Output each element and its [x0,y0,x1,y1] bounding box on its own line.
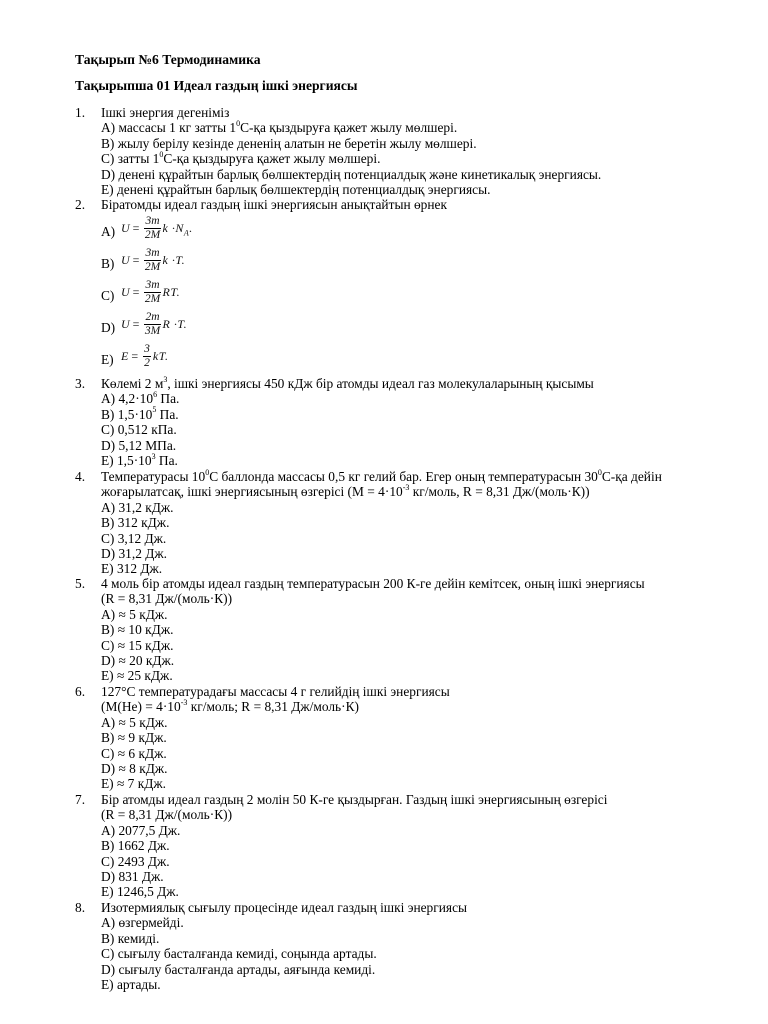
option-e: Е) артады. [101,977,161,993]
option-d: D) 31,2 Дж. [101,546,167,562]
option-e: Е) ≈ 7 кДж. [101,776,166,792]
question-7 [75,792,725,900]
option-e: Е) $1,5\cdot 10^3$ Па. [101,451,178,469]
option-label: D) [101,320,116,335]
option-e: Е) ≈ 25 кДж. [101,668,173,684]
option-b: В) ≈ 9 кДж. [101,730,167,746]
question-number: 6. [75,684,86,699]
question-stem: Ішкі энергия дегеніміз [101,105,230,120]
option-b: В) 1662 Дж. [101,838,170,854]
question-number: 5. [75,576,86,591]
question-number: 4. [75,469,86,484]
question-stem-continued: (R = 8,31 Дж/(моль·К)) [101,807,233,823]
formula: U = $\frac{3m}{2M}$ RT. [121,279,181,305]
question-stem: Изотермиялық сығылу процесінде идеал газдың ішкі энергиясы [101,900,468,915]
option-a: А) өзгермейді. [101,915,184,931]
option-d: D) 831 Дж. [101,869,164,885]
option-label: С) [101,288,115,303]
question-stem: Біратомды идеал газдың ішкі энергиясын анықтайтын өрнек [101,197,447,212]
option-a: А) 31,2 кДж. [101,499,174,515]
question-1 [75,105,725,197]
option-e: Е) 1246,5 Дж. [101,884,179,900]
option-d: D) ≈ 8 кДж. [101,761,168,777]
subtopic-heading: Тақырыпша 01 Идеал газдың ішкі энергиясы [75,78,358,93]
option-a: А) $4,2\cdot 10^6$ Па. [101,389,180,407]
question-number: 2. [75,197,86,212]
question-2 [75,197,725,212]
question-4 [75,469,725,577]
option-c: С) 0,512 кПа. [101,422,177,438]
option-c [101,279,725,311]
question-3 [75,376,725,468]
option-a [101,215,725,247]
option-b: В) кемиді. [101,930,160,946]
question-6 [75,684,725,792]
option-d: D) сығылу басталғанда артады, аяғында кемиді. [101,961,376,977]
question-2-formulas [75,215,725,375]
option-d: D) денені құрайтын барлық бөлшектердің потенциалдық және кинетикалық энергиясы. [101,166,602,182]
question-number: 8. [75,900,86,915]
question-stem-continued: ($М(Не) = 4\cdot 10^{-3}$ кг/моль; R = 8,31 Дж/моль·К) [101,697,359,715]
option-e: Е) денені құрайтын барлық бөлшектердің потенциалдық энергиясы. [101,182,491,198]
formula: U = $\frac{3m}{2M}$ $k \cdot N_A$. [121,215,193,241]
option-e [101,343,725,375]
option-e: Е) 312 Дж. [101,561,163,577]
option-c: С) 2493 Дж. [101,853,170,869]
option-a: А) массасы 1 кг затты $1^0С-қа$ қыздыруға қажет жылу мөлшері. [101,118,458,136]
formula: U = $\frac{3m}{2M}$ k ·T. [121,247,186,273]
option-b: В) жылу берілу кезінде дененің алатын не беретін жылу мөлшері. [101,135,477,151]
question-stem: Бір атомды идеал газдың 2 молін 50 К-ге қыздырған. Газдың ішкі энергиясының өзгерісі [101,792,608,807]
option-label: Е) [101,352,114,367]
option-a: А) 2077,5 Дж. [101,822,181,838]
question-number: 1. [75,105,86,120]
question-stem: Температурасы $10^0С$ баллонда массасы 0,5 кг гелий бар. Егер оның температурасын $30^0С-қа$ дейін [101,467,662,484]
option-c: С) сығылу басталғанда кемиді, соңында артады. [101,946,377,962]
option-b [101,247,725,279]
question-stem: 4 моль бір атомды идеал газдың температурасын 200 К-ге дейін кемітсек, оның ішкі энергиясы [101,576,645,591]
option-c: С) ≈ 6 кДж. [101,745,167,761]
question-5 [75,576,725,684]
option-b: В) $1,5\cdot 10^5$ Па. [101,405,179,422]
question-stem-continued: жоғарылатсақ, ішкі энергиясының өзгерісі ($М = 4\cdot 10^{-3}$ кг/моль, R = 8,31 Дж/(моль·К)) [101,482,590,500]
question-8 [75,900,725,992]
option-c: С) затты $1^0С-қа$ қыздыруға қажет жылу мөлшері. [101,149,381,167]
formula: E = $\frac{3}{2}$ kT. [121,343,169,369]
question-stem-continued: (R = 8,31 Дж/(моль·К)) [101,591,233,607]
option-b: В) 312 кДж. [101,515,170,531]
option-d: D) 5,12 МПа. [101,437,177,453]
question-number: 7. [75,792,86,807]
option-label: А) [101,224,116,239]
question-stem: Көлемі 2 $м^3$, ішкі энергиясы 450 кДж бір атомды идеал газ молекулаларының қысымы [101,374,594,391]
option-label: В) [101,256,115,271]
option-a: А) ≈ 5 кДж. [101,714,168,730]
option-c: С) 3,12 Дж. [101,530,167,546]
formula: U = $\frac{2m}{3M}$ R ·T. [121,311,188,337]
option-b: В) ≈ 10 кДж. [101,622,174,638]
option-c: С) ≈ 15 кДж. [101,637,174,653]
option-d: D) ≈ 20 кДж. [101,653,175,669]
topic-heading: Тақырып №6 Термодинамика [75,52,261,67]
question-stem: 127°С температурадағы массасы 4 г гелийдің ішкі энергиясы [101,684,450,699]
option-a: А) ≈ 5 кДж. [101,606,168,622]
option-d [101,311,725,343]
question-number: 3. [75,376,86,391]
